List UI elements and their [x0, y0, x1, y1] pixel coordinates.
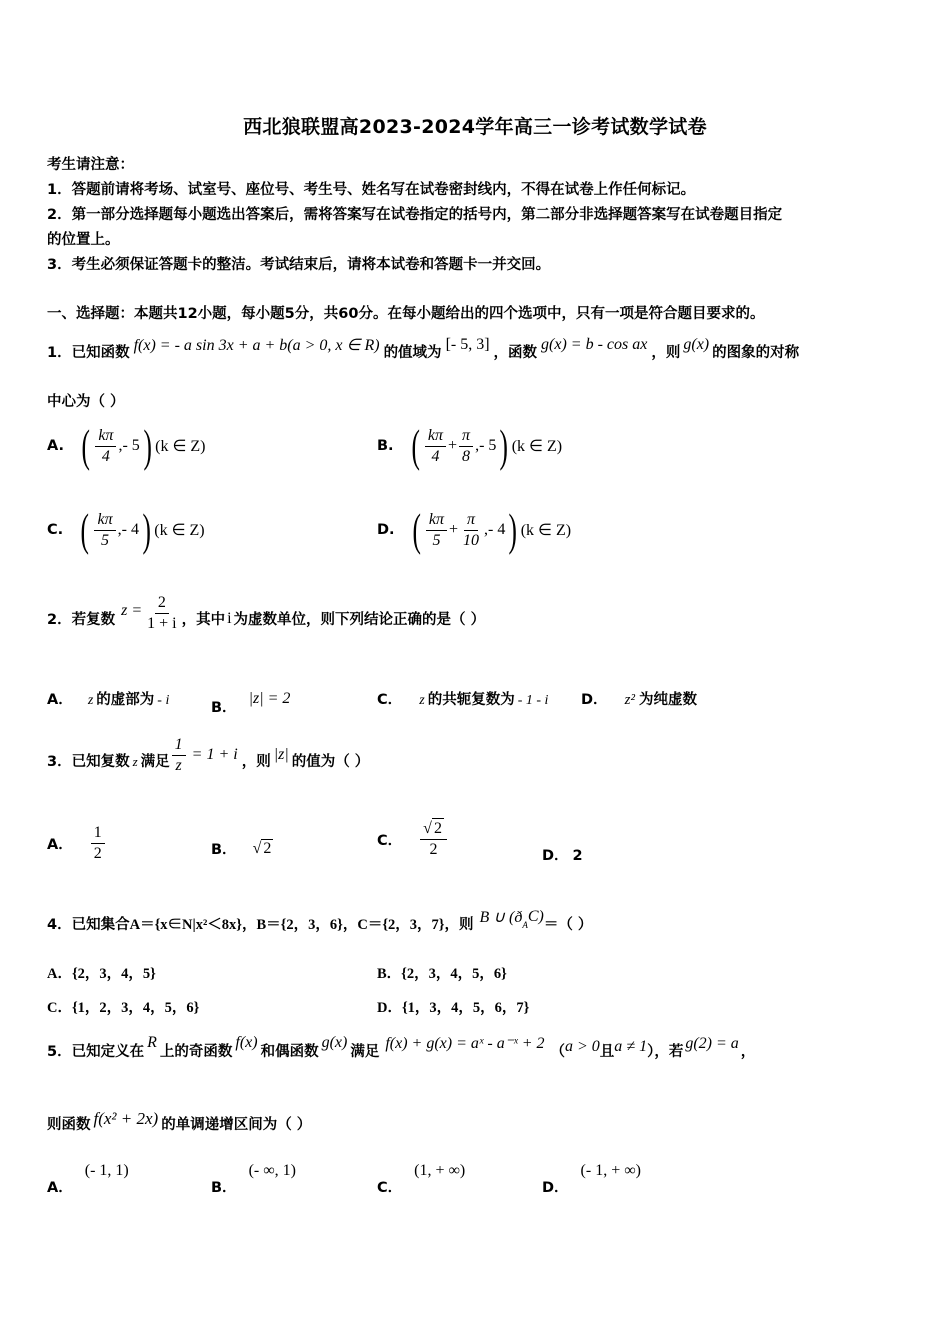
question-4-stem: 4．已知集合 A＝{x∈N|x²＜8x}，B＝{2，3，6}，C＝{2，3，7}，则 B ∪ (ð A C) ＝（ ） [47, 907, 593, 933]
q5-option-d[interactable]: D． (- 1, + ∞) [542, 1162, 641, 1196]
q1-a-fraction: $\frac{k\pi}{4}$ [95, 426, 116, 467]
q5-line2: 则函数 f(x² + 2x) 的单调递增区间为（ ） [47, 1108, 312, 1133]
question-5-stem: 5．已知定义在 R 上的奇函数 f(x) 和偶函数 g(x) 满足 f(x) + g(x) = aˣ - a⁻ˣ + 2 （ a > 0 且 a ≠ 1 ），若 g(2) = a ， [47, 1033, 756, 1060]
q3-option-c[interactable]: C． $\frac{√ 2}{2}$ [377, 818, 449, 860]
notice-heading: 考生请注意： [47, 157, 134, 173]
notice-item-2a: 2．第一部分选择题每小题选出答案后，需将答案写在试卷指定的括号内，第二部分非选择题答案写在试卷题目指定 [47, 207, 783, 223]
q1-line2: 中心为（ ） [47, 394, 125, 410]
question-1-stem [47, 333, 799, 362]
q1-post: 的图象的对称 [712, 345, 800, 361]
q5-option-b[interactable]: B． (- ∞, 1) [211, 1162, 296, 1196]
q4-option-b[interactable]: B．{2，3，4，5，6} [377, 966, 507, 982]
q5-option-a[interactable]: A． (- 1, 1) [47, 1162, 129, 1196]
notice-item-1: 1．答题前请将考场、试室号、座位号、考生号、姓名写在试卷密封线内，不得在试卷上作任何标记。 [47, 182, 696, 198]
page-title: 西北狼联盟高2023-2024学年高三一诊考试数学试卷 [243, 116, 707, 138]
q5-option-c[interactable]: C． (1, + ∞) [377, 1162, 466, 1196]
q1-mid1: 的值域为 [383, 345, 442, 361]
q1-option-b[interactable]: B. ( $\frac{k\pi}{4}$ + $\frac{\pi}{8}$ ,- 5 ) (k ∈ Z) [377, 420, 563, 471]
question-3-stem: 3．已知复数 z 满足 $\frac{1}{z}$ = 1 + i ，则 |z| 的值为（ ） [47, 736, 370, 774]
q1-function: f(x) = - a sin 3x + a + b(a > 0, x ∈ R) [133, 336, 380, 354]
q4-option-a[interactable]: A．{2，3，4，5} [47, 966, 156, 982]
q1-option-a[interactable]: A. ( $\frac{k\pi}{4}$ ,- 5 ) (k ∈ Z) [47, 420, 206, 471]
q2-fraction: $\frac{2}{1 + i}$ [147, 594, 177, 632]
q1-pre: 1．已知函数 [47, 345, 130, 361]
q1-range: [- 5, 3] [445, 335, 490, 353]
q1-option-d[interactable]: D. ( $\frac{k\pi}{5}$ + $\frac{\pi}{10}$ ,- 4 ) (k ∈ Z) [377, 504, 572, 555]
notice-item-2b: 的位置上。 [47, 232, 120, 248]
q4-option-c[interactable]: C．{1，2，3，4，5，6} [47, 1000, 200, 1016]
section-heading: 一、选择题：本题共12小题，每小题5分，共60分。在每小题给出的四个选项中，只有一项是符合题目要求的。 [47, 306, 765, 322]
q3-option-a[interactable]: A． $\frac{1}{2}$ [47, 823, 107, 864]
q3-fraction: $\frac{1}{z}$ [172, 735, 186, 776]
q1-g-function: g(x) = b - cos ax [541, 335, 648, 353]
q2-option-a[interactable]: A． z 的虚部为 - i [47, 692, 170, 708]
q2-option-b[interactable]: B． |z| = 2 [211, 689, 291, 716]
q3-option-d[interactable]: D． 2 [542, 848, 583, 864]
q3-option-b[interactable]: B． √ 2 [211, 840, 272, 858]
question-2-stem: 2．若复数 z = $\frac{2}{1 + i}$ ，其中 i 为虚数单位，则下列结论正确的是（ ） [47, 594, 486, 632]
q2-option-d[interactable]: D． z² 为纯虚数 [581, 692, 697, 708]
q4-option-d[interactable]: D．{1，3，4，5，6，7} [377, 1000, 530, 1016]
q1-option-c[interactable]: C. ( $\frac{k\pi}{5}$ ,- 4 ) (k ∈ Z) [47, 504, 205, 555]
q1-mid3: ，则 [651, 345, 681, 361]
q2-option-c[interactable]: C． z 的共轭复数为 - 1 - i [377, 692, 549, 708]
notice-item-3: 3．考生必须保证答题卡的整洁。考试结束后，请将本试卷和答题卡一并交回。 [47, 257, 551, 273]
q1-g: g(x) [683, 335, 710, 353]
q1-mid2: ，函数 [493, 345, 538, 361]
